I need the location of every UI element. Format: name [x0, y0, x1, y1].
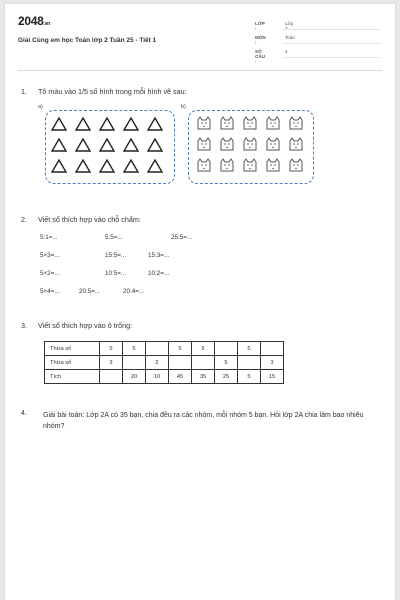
triangle-shape[interactable]	[123, 138, 139, 152]
meta-key: MÔN :	[255, 35, 266, 45]
table-cell[interactable]: 3	[261, 356, 284, 370]
table-cell[interactable]: 5	[192, 342, 215, 356]
row-label: Tích	[45, 370, 100, 384]
header-divider	[18, 70, 382, 71]
question-number: 1.	[21, 87, 27, 96]
table-cell[interactable]: 5	[238, 370, 261, 384]
table-row	[45, 342, 284, 356]
question-number: 2.	[21, 215, 27, 224]
table-cell[interactable]	[123, 356, 146, 370]
expression: 20:5=...	[79, 288, 101, 295]
expression: 5:1=...	[40, 234, 58, 241]
triangle-shape[interactable]	[147, 138, 163, 152]
cat-icon[interactable]	[242, 158, 258, 175]
row-label: Thừa số	[45, 342, 100, 356]
cat-icon[interactable]	[265, 158, 281, 175]
expression: 10:5=...	[105, 270, 127, 277]
expression: 20:4=...	[123, 288, 145, 295]
table-cell[interactable]: 5	[100, 342, 123, 356]
cat-icon[interactable]	[265, 116, 281, 133]
label-b: b)	[181, 104, 186, 110]
table-cell[interactable]: 5	[238, 342, 261, 356]
table-cell[interactable]: 3	[100, 356, 123, 370]
table-cell[interactable]: 5	[169, 342, 192, 356]
question-number: 3.	[21, 321, 27, 330]
triangle-shape[interactable]	[123, 159, 139, 173]
site-logo[interactable]	[18, 14, 50, 28]
table-cell[interactable]: 45	[169, 370, 192, 384]
document-page	[5, 4, 395, 600]
table-cell[interactable]	[146, 342, 169, 356]
meta-value: Toán	[285, 35, 295, 40]
table-cell[interactable]: 5	[123, 342, 146, 356]
table-cell[interactable]	[192, 356, 215, 370]
cat-icon[interactable]	[219, 137, 235, 154]
triangle-shape[interactable]	[99, 138, 115, 152]
triangle-box	[45, 110, 175, 184]
label-a: a)	[38, 104, 43, 110]
table-cell[interactable]: 20	[123, 370, 146, 384]
cat-icon[interactable]	[288, 158, 304, 175]
triangle-shape[interactable]	[75, 117, 91, 131]
row-label: Thừa số	[45, 356, 100, 370]
cat-icon[interactable]	[265, 137, 281, 154]
expression: 5:5=...	[105, 234, 123, 241]
meta-value: Lớp 2	[285, 21, 294, 31]
cat-icon[interactable]	[196, 137, 212, 154]
cat-icon[interactable]	[288, 137, 304, 154]
table-row	[45, 356, 284, 370]
triangle-shape[interactable]	[147, 117, 163, 131]
triangle-shape[interactable]	[51, 117, 67, 131]
triangle-shape[interactable]	[51, 159, 67, 173]
cat-icon[interactable]	[196, 116, 212, 133]
expression: 5×3=...	[40, 252, 60, 259]
triangle-shape[interactable]	[99, 117, 115, 131]
question-text: Tô màu vào 1/5 số hình trong mỗi hình vẽ sau:	[38, 87, 187, 96]
triangle-shape[interactable]	[147, 159, 163, 173]
triangle-shape[interactable]	[51, 138, 67, 152]
cat-icon[interactable]	[219, 158, 235, 175]
triangle-shape[interactable]	[75, 159, 91, 173]
meta-key: SỐ CÂU :	[255, 49, 265, 64]
table-cell[interactable]	[169, 356, 192, 370]
meta-value: 4	[285, 49, 288, 54]
cat-icon[interactable]	[242, 137, 258, 154]
table-cell[interactable]: 25	[215, 370, 238, 384]
cat-icon[interactable]	[219, 116, 235, 133]
table-cell[interactable]	[238, 356, 261, 370]
question-text: Viết số thích hợp vào chỗ chấm:	[38, 215, 141, 224]
meta-key: LỚP :	[255, 21, 265, 31]
table-cell[interactable]: 35	[192, 370, 215, 384]
triangle-shape[interactable]	[123, 117, 139, 131]
expression: 15:3=...	[148, 252, 170, 259]
expression: 15:5=...	[105, 252, 127, 259]
triangle-shape[interactable]	[99, 159, 115, 173]
table-cell[interactable]	[100, 370, 123, 384]
table-cell[interactable]	[215, 342, 238, 356]
cat-icon[interactable]	[242, 116, 258, 133]
triangle-shape[interactable]	[75, 138, 91, 152]
expression: 10:2=...	[148, 270, 170, 277]
table-cell[interactable]: 15	[261, 370, 284, 384]
question-4-text: Giải bài toán: Lớp 2A có 35 bạn, chia đều ra các nhóm, mỗi nhóm 5 bạn. Hỏi lớp 2A chia làm bao nhiêu nhóm?	[43, 412, 364, 430]
cat-icon[interactable]	[196, 158, 212, 175]
page-title: Giải Cùng em học Toán lớp 2 Tuần 25 - Tiết 1	[18, 37, 157, 44]
expression: 25:5=...	[171, 234, 193, 241]
question-text: Viết số thích hợp vào ô trống:	[38, 321, 133, 330]
table-cell[interactable]: 5	[215, 356, 238, 370]
logo-suffix: .vn	[43, 21, 50, 27]
table-row	[45, 370, 284, 384]
multiplication-table	[44, 341, 284, 384]
question-4-number: 4.	[21, 410, 27, 417]
cat-box	[188, 110, 314, 184]
table-cell[interactable]: 2	[146, 356, 169, 370]
logo-main: 2048	[18, 14, 44, 28]
expression: 5×4=...	[40, 288, 60, 295]
table-cell[interactable]: 10	[146, 370, 169, 384]
table-cell[interactable]	[261, 342, 284, 356]
cat-icon[interactable]	[288, 116, 304, 133]
expression: 5×2=...	[40, 270, 60, 277]
